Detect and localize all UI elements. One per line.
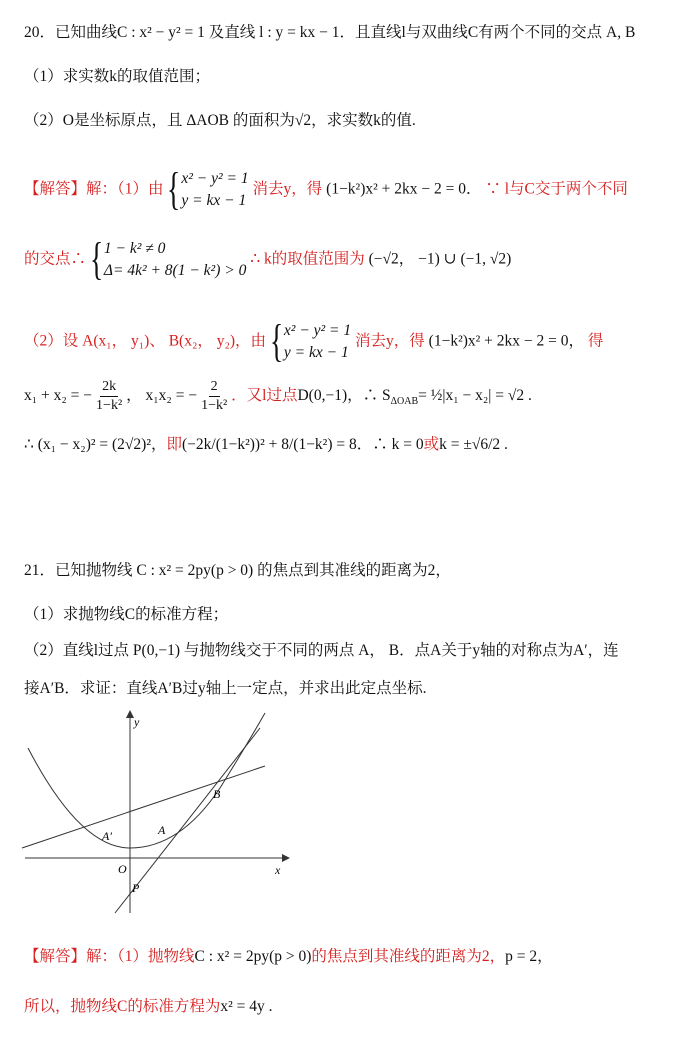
answer-text: 所以，抛物线C的标准方程为 xyxy=(24,998,221,1015)
equation: C : x² = 2py(p > 0) xyxy=(194,948,312,965)
fraction xyxy=(94,378,124,415)
answer-tag: 【解答】 xyxy=(24,180,87,198)
equation-system-3 xyxy=(269,315,352,366)
line-a-prime-b xyxy=(22,766,265,848)
answer-text: ∴ k的取值范围为 xyxy=(250,250,365,268)
answer-text: 即 xyxy=(166,436,182,453)
answer-text: 的焦点到其准线的距离为2， xyxy=(311,948,506,965)
answer-text: 的交点∴ xyxy=(24,250,87,268)
parabola-curve xyxy=(28,713,265,848)
vieta-sum: x₁ + x₂ = − xyxy=(24,387,93,405)
q21-stem: 21．已知抛物线 C : x² = 2py(p > 0) 的焦点到其准线的距离为2， xyxy=(24,562,451,579)
label-y: y xyxy=(134,715,140,729)
q21-part1: （1）求抛物线C的标准方程； xyxy=(24,606,229,623)
system-line: x² − y² = 1 xyxy=(181,170,249,187)
fraction-numerator: 2 xyxy=(209,378,220,397)
y-axis-arrow-icon xyxy=(126,710,134,718)
brace-icon: { xyxy=(269,315,284,366)
fraction-denominator: 1−k² xyxy=(201,398,228,413)
system-line: 1 − k² ≠ 0 xyxy=(103,240,166,257)
point-d: D(0,−1)，∴ S xyxy=(297,387,391,405)
fraction-denominator: 1−k² xyxy=(96,398,123,413)
q20-stem: 20．已知曲线C : x² − y² = 1 及直线 l : y = kx − 1．且直线l与双曲线C有两个不同的交点 A, B xyxy=(24,24,636,41)
label-o: O xyxy=(118,862,127,876)
range: (−√2， −1) ∪ (−1, √2) xyxy=(368,250,512,268)
answer-text: 消去y，得 xyxy=(355,332,425,350)
answer-tag: 【解答】 xyxy=(24,948,87,965)
figure-svg xyxy=(20,708,290,918)
q20-part2: （2）O是坐标原点，且 ΔAOB 的面积为√2，求实数k的值. xyxy=(24,112,416,129)
answer-text: 或 xyxy=(423,436,440,453)
equation: (−2k/(1−k²))² + 8/(1−k²) = 8． xyxy=(182,436,373,453)
system-line: x² − y² = 1 xyxy=(283,322,352,339)
label-a-prime: A′ xyxy=(102,829,112,843)
q20-answer-2-line1 xyxy=(24,315,604,366)
q20-part1: （1）求实数k的取值范围； xyxy=(24,68,211,85)
answer-text: 得 xyxy=(587,332,604,350)
parabola-figure xyxy=(20,708,290,918)
system-line: Δ= 4k² + 8(1 − k²) > 0 xyxy=(103,262,247,279)
q21-part2b: 接A′B．求证：直线A′B过y轴上一定点，并求出此定点坐标. xyxy=(24,680,427,697)
equation: p = 2， xyxy=(505,948,553,965)
answer-text: 解：（1）抛物线 xyxy=(86,948,195,965)
label-b: B xyxy=(213,787,221,801)
equation: ∴ k = 0 xyxy=(372,436,424,453)
system-line: y = kx − 1 xyxy=(283,344,349,361)
q20-answer-2-line3 xyxy=(24,434,508,456)
fraction-numerator: 2k xyxy=(100,378,118,397)
x-axis-arrow-icon xyxy=(282,854,290,862)
q21-answer-line1 xyxy=(24,946,553,968)
answer-text: 解：（1）由 xyxy=(86,180,164,198)
equation: x² = 4y . xyxy=(220,998,273,1015)
q20-answer-1-line2 xyxy=(24,233,512,284)
vieta-product: ， x₁x₂ = − xyxy=(126,387,198,405)
q21-answer-line2 xyxy=(24,996,272,1018)
equation: (1−k²)x² + 2kx − 2 = 0． xyxy=(326,180,482,198)
subscript: ΔOAB xyxy=(390,396,419,408)
q20-answer-1-line xyxy=(24,163,628,214)
equation: ∴ (x₁ − x₂)² = (2√2)²， xyxy=(24,436,167,453)
answer-text: ∵ l与C交于两个不同 xyxy=(485,180,628,198)
answer-text: ．又l过点 xyxy=(231,387,298,405)
brace-icon: { xyxy=(167,163,181,214)
q21-part2a: （2）直线l过点 P(0,−1) 与抛物线交于不同的两点 A， B．点A关于y轴的对称点为A′，连 xyxy=(24,642,619,659)
label-p: P xyxy=(132,881,140,895)
equation-system-2 xyxy=(89,233,247,284)
equation: (1−k²)x² + 2kx − 2 = 0， xyxy=(428,332,585,350)
fraction xyxy=(199,378,229,415)
q20-answer-2-line2 xyxy=(24,378,532,415)
equation: k = ±√6/2 . xyxy=(439,436,508,453)
label-a: A xyxy=(158,823,166,837)
equation-system-1 xyxy=(167,163,249,214)
system-line: y = kx − 1 xyxy=(181,192,247,209)
answer-text: 消去y，得 xyxy=(252,180,323,198)
brace-icon: { xyxy=(89,233,104,284)
area-formula: = ½|x₁ − x₂| = √2 . xyxy=(418,387,532,405)
label-x: x xyxy=(275,863,281,877)
answer-text: （2）设 A(x₁， y₁)、 B(x₂， y₂)，由 xyxy=(24,332,267,350)
